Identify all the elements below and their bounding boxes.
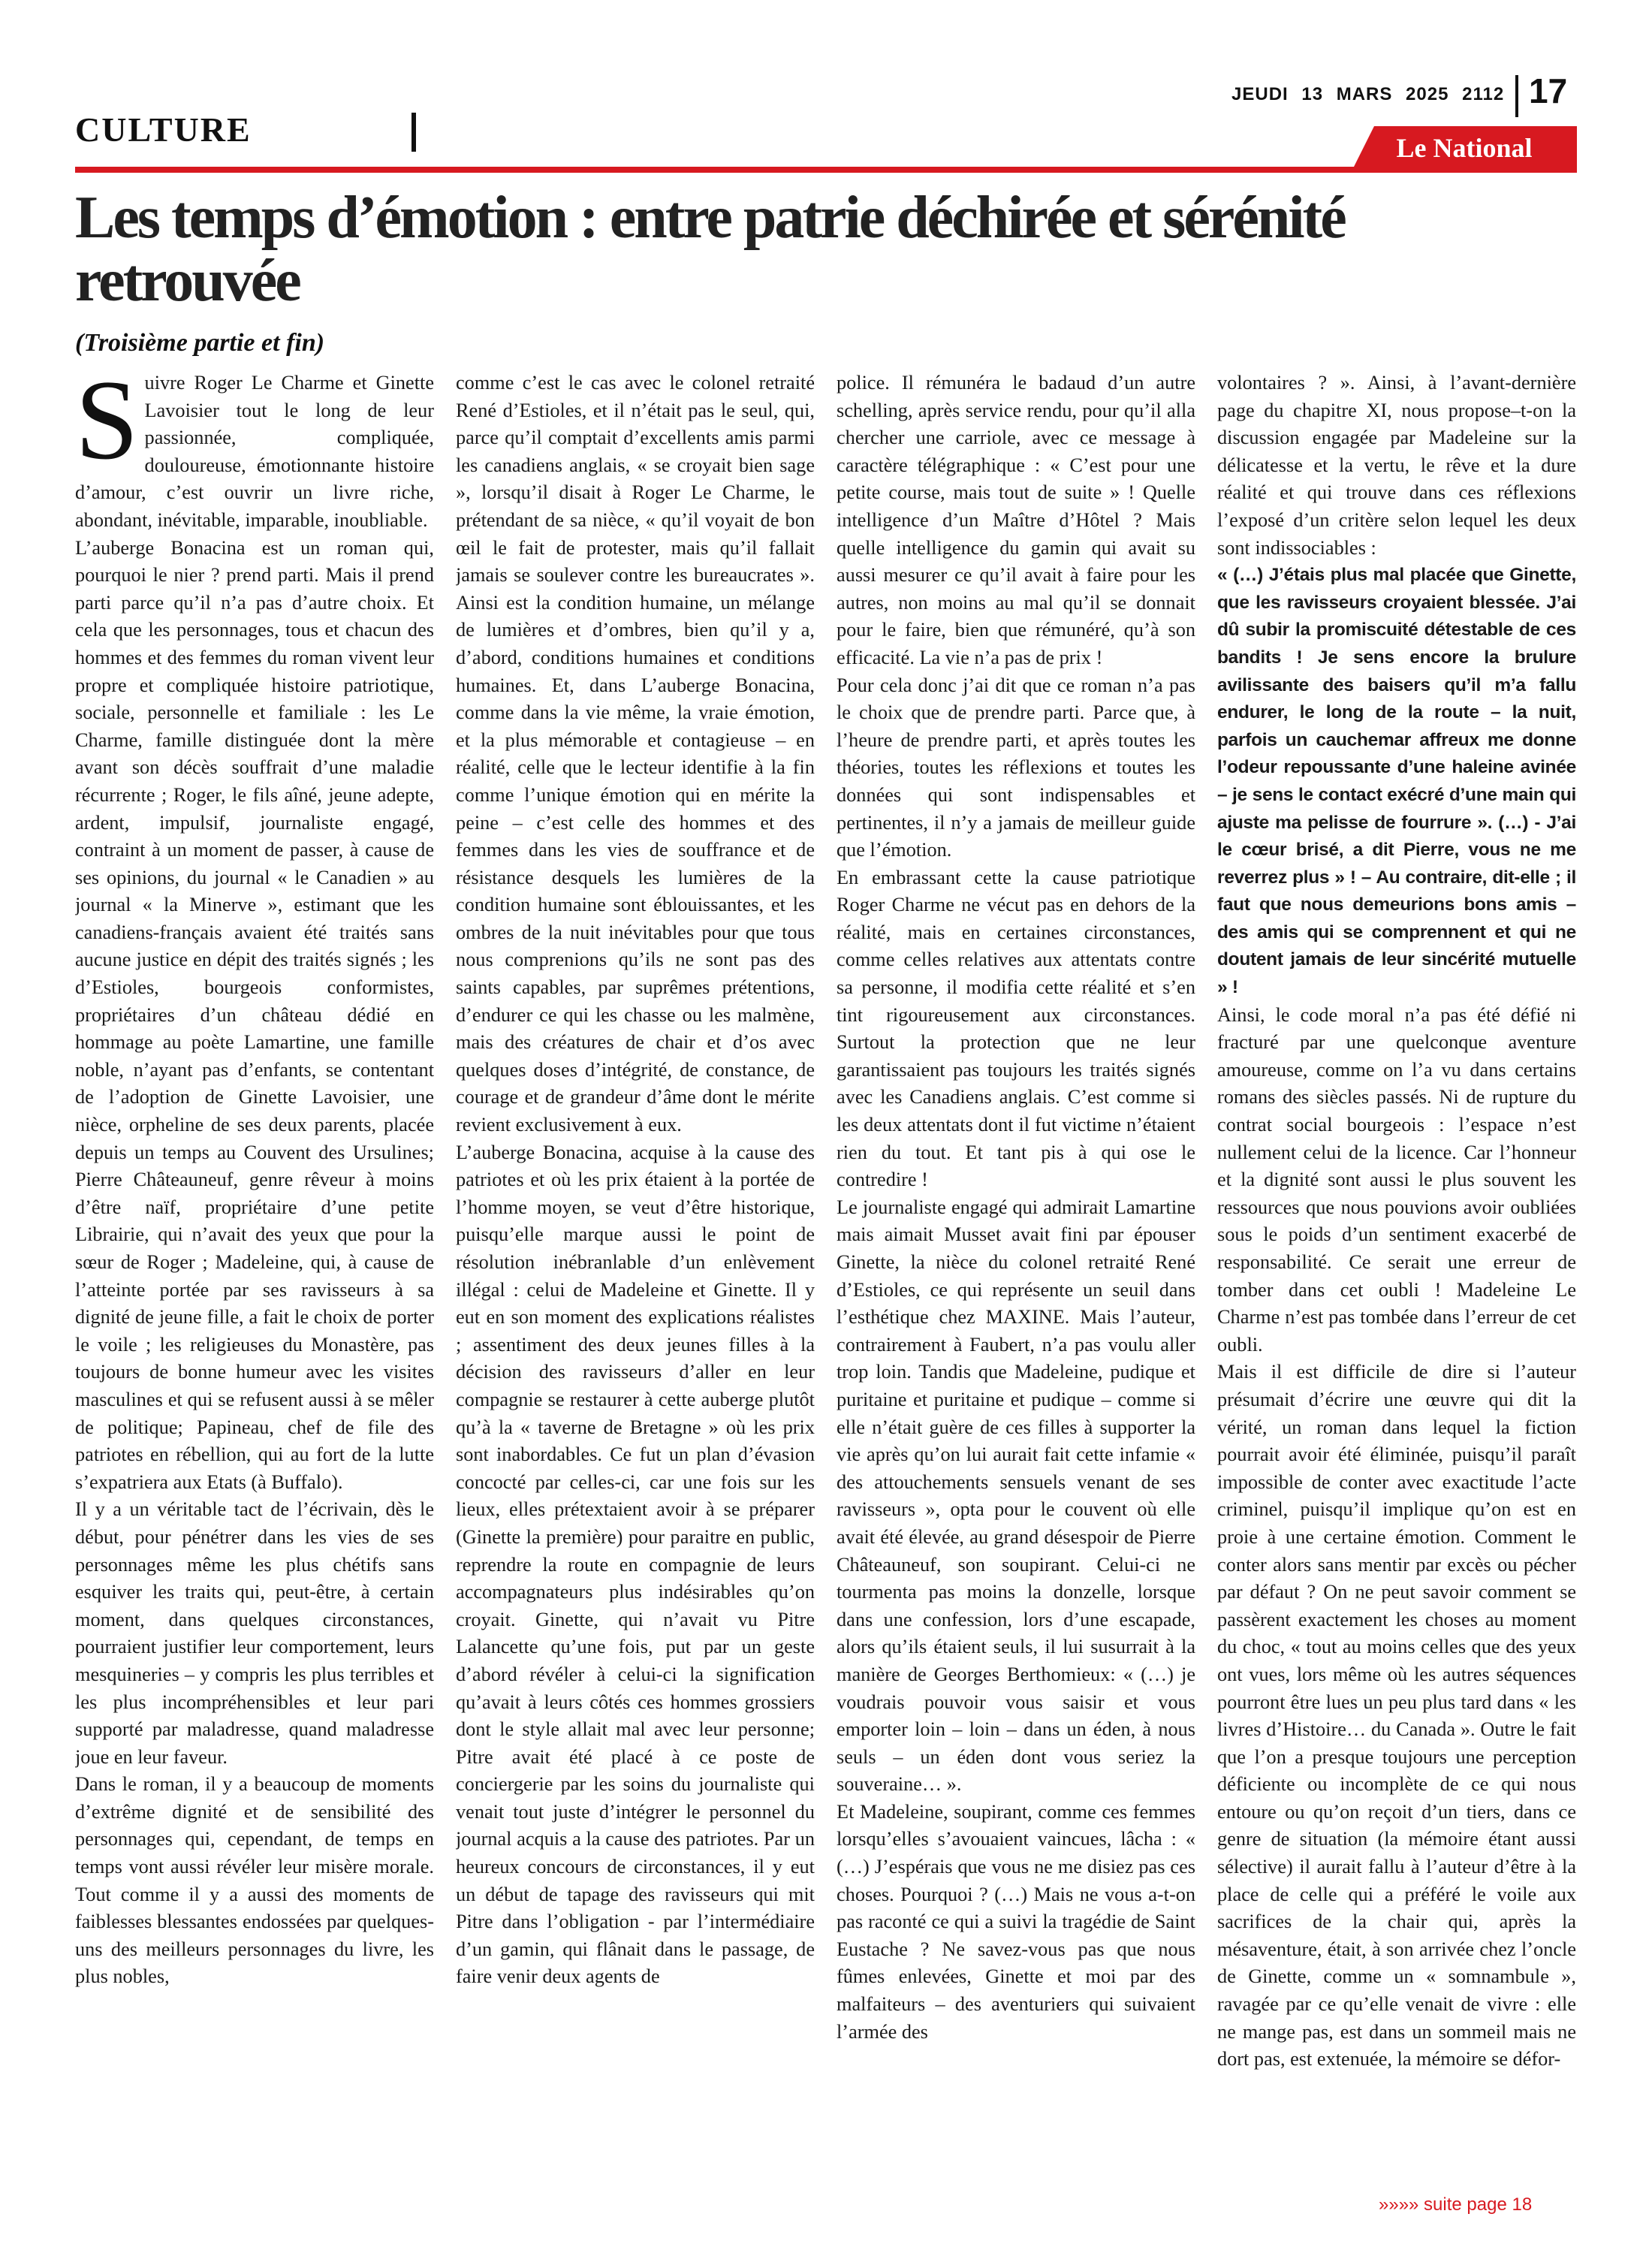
paragraph: Ainsi, le code moral n’a pas été défié ni fracturé par une quelconque aventure amoureuse, comme on l’a vu dans certains romans des siècles passés. Ni de rupture du contrat social bourgeois : l’espace n’est nullement celui de la licence. Car l’honneur et la dignité sont aussi le plus souvent les ressources que nous pouvions avoir oubliées sous le poids d’un sentiment exacerbé de responsabilité. Ce serait une erreur de tomber dans cet oubli ! Madeleine Le Charme n’est pas tombée dans l’erreur de cet oubli. bbox=[1217, 1003, 1576, 1356]
article-column-2 bbox=[456, 369, 815, 2142]
article-headline: Les temps d’émotion : entre patrie déchirée et sérénité retrouvée bbox=[75, 185, 1345, 314]
paragraph: Pour cela donc j’ai dit que ce roman n’a pas le choix que de prendre parti. Parce que, à l’heure de prendre parti, et après toutes les théories, toutes les réflexions et toutes les données qui sont indispensables et pertinentes, il n’y a jamais de meilleur guide que l’émotion. bbox=[837, 674, 1195, 861]
article-column-1 bbox=[75, 369, 434, 2142]
paragraph: comme c’est le cas avec le colonel retraité René d’Estioles, et il n’était pas le seul, qui, parce qu’il comptait d’excellents amis parmi les canadiens anglais, « se croyait bien sage », lorsqu’il disait à Roger Le Charme, le prétendant de sa nièce, « qu’il voyait de bon œil le fait de protester, mais qu’il fallait jamais se soulever contre les bureaucrates ». Ainsi est la condition humaine, un mélange de lumières et d’ombres, bien qu’il y a, d’abord, conditions humaines et conditions humaines. Et, dans L’auberge Bonacina, comme dans la vie même, la vraie émotion, et la plus mémorable et contagieuse – en réalité, celle que le lecteur identifie à la fin comme l’unique émotion qui en mérite la peine – c’est celle des hommes et des femmes dans les vies de souffrance et de résistance desquels les lumières de la condition humaine sont éblouissantes, et les ombres de la nuit inévitables pour que tous nous comprenions qu’ils ne sont pas des saints capables, par suprêmes prétentions, d’endurer ce qui les chasse ou les malmène, mais des créatures de chair et d’os avec quelques doses d’intégrité, de constance, de courage et de grandeur d’âme dont le mérite revient exclusivement à eux. bbox=[456, 372, 815, 1136]
paragraph: police. Il rémunéra le badaud d’un autre schelling, après service rendu, pour qu’il alla chercher une carriole, avec ce message à caractère télégraphique : « C’est pour une petite course, mais tout de suite » ! Quelle intelligence d’un Maître d’Hôtel ? Mais quelle intelligence du gamin qui avait su aussi mesurer ce qu’il avait à faire pour les autres, non moins au mal qu’il se donnait pour le faire, bien que rémunéré, qu’à son efficacité. La vie n’a pas de prix ! bbox=[837, 372, 1195, 668]
article-kicker: (Troisième partie et fin) bbox=[75, 329, 325, 357]
paragraph-text: uivre Roger Le Charme et Ginette Lavoisier tout le long de leur passionnée, compliquée, douloureuse, émotionnante histoire d’amour, c’est ouvrir un livre riche, abondant, inévitable, imparable, inoubliable. bbox=[75, 372, 434, 531]
section-divider bbox=[411, 113, 416, 152]
section-label: CULTURE bbox=[75, 110, 252, 149]
paragraph: Mais il est difficile de dire si l’auteur présumait d’écrire une œuvre qui dit la vérité, un roman dans lequel la fiction pourrait avoir été éliminée, puisqu’il paraît impossible de conter avec exactitude l’acte criminel, puisqu’il implique qu’on est en proie à une certaine émotion. Comment le conter alors sans mentir par excès ou pécher par défaut ? On ne peut savoir comment se passèrent exactement les choses au moment du choc, « tout au moins celles que des yeux ont vues, lors même où les autres séquences pourront être lues un peu plus tard dans « les livres d’Histoire… du Canada ». Outre le fait que l’on a presque toujours une perception déficiente ou incomplète de ce qui nous entoure ou qu’on reçoit d’un tiers, dans ce genre de situation (la mémoire étant aussi sélective) il aurait fallu à l’auteur d’être à la place de celle qui a préféré le voile aux sacrifices de la chair qui, après la mésaventure, était, à son arrivée chez l’oncle de Ginette, comme un « somnambule », ravagée par ce qu’elle venait de vivre : elle ne mange pas, est dans un sommeil mais ne dort pas, est extenuée, la mémoire se défor- bbox=[1217, 1361, 1576, 2071]
dateline: JEUDI 13 MARS 2025 2112 bbox=[1231, 84, 1505, 104]
paragraph bbox=[75, 369, 434, 535]
paragraph: En embrassant cette la cause patriotique Roger Charme ne vécut pas en dehors de la réalité, mais en certaines circonstances, comme celles relatives aux attentats contre sa personne, il modifia cette réalité et s’en tint rigoureusement aux circonstances. Surtout la protection que ne leur garantissaient pas toujours les traités signés avec les Canadiens anglais. C’est comme si les deux attentats dont il fut victime n’étaient rien du tout. Et tant pis à qui ose le contredire ! bbox=[837, 866, 1195, 1191]
paragraph: Il y a un véritable tact de l’écrivain, dès le début, pour pénétrer dans les vies de ses personnages même les plus chétifs sans esquiver les traits qui, peut-être, à certain moment, dans quelques circonstances, pourraient justifier leur comportement, leurs mesquineries – y compris les plus terribles et les plus incompréhensibles et leur pari supporté par maladresse, quand maladresse joue en leur faveur. bbox=[75, 1498, 434, 1768]
header-rule bbox=[75, 167, 1577, 173]
drop-cap: S bbox=[75, 369, 139, 483]
paragraph: volontaires ? ». Ainsi, à l’avant-dernière page du chapitre XI, nous propose–t-on la discussion engagée par Madeleine sur la délicatesse et la vertu, le rêve et la dure réalité et qui trouve dans ces réflexions l’exposé d’un critère selon lequel les deux sont indissociables : bbox=[1217, 372, 1576, 559]
paragraph: Et Madeleine, soupirant, comme ces femmes lorsqu’elles s’avouaient vaincues, lâcha : « (…) J’espérais que vous ne me disiez pas ces choses. Pourquoi ? (…) Mais ne vous a-t-on pas raconté ce qui a suivi la tragédie de Saint Eustache ? Ne savez-vous pas que nous fûmes enlevées, Ginette et moi par des malfaiteurs – des aventuriers qui suivaient l’armée des bbox=[837, 1800, 1195, 2043]
page-number: 17 bbox=[1529, 71, 1568, 110]
paragraph: Dans le roman, il y a beaucoup de moments d’extrême dignité et de sensibilité des personnages qui, cependant, de temps en temps vont aussi révéler leur misère morale. Tout comme il y a aussi des moments de faiblesses blessantes endossées par quelques-uns des meilleurs personnages du livre, les plus nobles, bbox=[75, 1773, 434, 1988]
article-column-4 bbox=[1217, 369, 1576, 2142]
article-column-3 bbox=[837, 369, 1195, 2142]
paragraph: L’auberge Bonacina, acquise à la cause des patriotes et où les prix étaient à la portée de l’homme moyen, se veut d’être historique, puisqu’elle marque aussi le point de résolution inébranlable d’un enlèvement illégal : celui de Madeleine et Ginette. Il y eut en son moment des explications réalistes ; assentiment des deux jeunes filles à la décision des ravisseurs d’aller en leur compagnie se restaurer à cette auberge plutôt qu’à la « taverne de Bretagne » où les prix sont inabordables. Ce fut un plan d’évasion concocté par celles-ci, car une fois sur les lieux, elles prétextaient avoir à se préparer (Ginette la première) pour paraitre en public, reprendre la route en compagnie de leurs accompagnateurs plus indésirables qu’on croyait. Ginette, qui n’avait vu Pitre Lalancette qu’une fois, put par un geste d’abord révéler à celui-ci la signification qu’avait à leurs côtés ces hommes grossiers dont le style allait mal avec leur personne; Pitre avait été placé à ce poste de conciergerie par les soins du journaliste qui venait tout juste d’intégrer le personnel du journal acquis a la cause des patriotes. Par un heureux concours de circonstances, il y eut un début de tapage des ravisseurs qui mit Pitre dans l’obligation - par l’intermédiaire d’un gamin, qui flânait dans le passage, de faire venir deux agents de bbox=[456, 1141, 815, 1988]
brand-name: Le National bbox=[1396, 133, 1533, 163]
paragraph: L’auberge Bonacina est un roman qui, pourquoi le nier ? prend parti. Mais il prend parti parce qu’il n’a pas d’autre choix. Et cela que les personnages, tous et chacun des hommes et des femmes du roman vivent leur propre et compliquée histoire patriotique, sociale, personnelle et familiale : les Le Charme, famille distinguée dont la mère avant son décès souffrait d’une maladie récurrente ; Roger, le fils aîné, jeune adepte, ardent, impulsif, journaliste engagé, contraint à un moment de passer, à cause de ses opinions, du journal « le Canadien » au journal « la Minerve », estimant que les canadiens-français avaient été traités sans aucune justice en dépit des traités signés ; les d’Estioles, bourgeois conformistes, propriétaires d’un château dédié en hommage au poète Lamartine, une famille noble, n’ayant pas d’enfants, se contentant de l’adoption de Ginette Lavoisier, une nièce, orpheline de ses deux parents, placée depuis un temps au Couvent des Ursulines; Pierre Châteauneuf, genre rêveur à moins d’être naïf, propriétaire d’une petite Librairie, qui n’avait des yeux que pour la sœur de Roger ; Madeleine, qui, à cause de l’atteinte portée par ses ravisseurs à sa dignité de jeune fille, a fait le choix de porter le voile ; les religieuses du Monastère, pas toujours de bonne humeur avec les visites masculines et qui se refusent aussi à se mêler de politique; Papineau, chef de file des patriotes en rébellion, qui au fort de la lutte s’expatriera aux Etats (à Buffalo). bbox=[75, 536, 434, 1493]
page-number-divider bbox=[1515, 75, 1518, 117]
pull-quote: « (…) J’étais plus mal placée que Ginette, que les ravisseurs croyaient blessée. J’ai dû subir la promiscuité détestable de ces bandits ! Je sens encore la brulure avilissante des baisers qu’il m’a fallu endurer, le long de la route – la nuit, parfois un cauchemar affreux me donne l’odeur repoussante d’une haleine avinée – je sens le contact exécré d’une main qui ajuste ma pelisse de fourrure ». (…) - J’ai le cœur brisé, a dit Pierre, vous ne me reverrez plus » ! – Au contraire, dit-elle ; il faut que nous demeurions bons amis – des amis qui se comprennent et qui ne doutent jamais de leur sincérité mutuelle » ! bbox=[1217, 565, 1576, 998]
continued-link[interactable]: »»»» suite page 18 bbox=[1379, 2194, 1533, 2215]
paragraph: Le journaliste engagé qui admirait Lamartine mais aimait Musset avait fini par épouser Ginette, la nièce du colonel retraité René d’Estioles, ce qui représente un seuil dans l’esthétique chez MAXINE. Mais l’auteur, contrairement à Faubert, n’a pas voulu aller trop loin. Tandis que Madeleine, pudique et puritaine et puritaine et pudique – comme si elle n’était guère de ces filles à supporter la vie après qu’on lui aurait fait cette infamie « des attouchements sensuels venant de ses ravisseurs », opta pour le couvent où elle avait été élevée, au grand désespoir de Pierre Châteauneuf, son soupirant. Celui-ci ne tourmenta pas moins la donzelle, lorsque dans une confession, lors d’une escapade, alors qu’ils étaient seuls, il lui susurrait à la manière de Georges Berthomieux: « (…) je voudrais pouvoir vous saisir et vous emporter loin – loin – dans un éden, à nous seuls – un éden dont vous seriez la souveraine… ». bbox=[837, 1196, 1195, 1796]
